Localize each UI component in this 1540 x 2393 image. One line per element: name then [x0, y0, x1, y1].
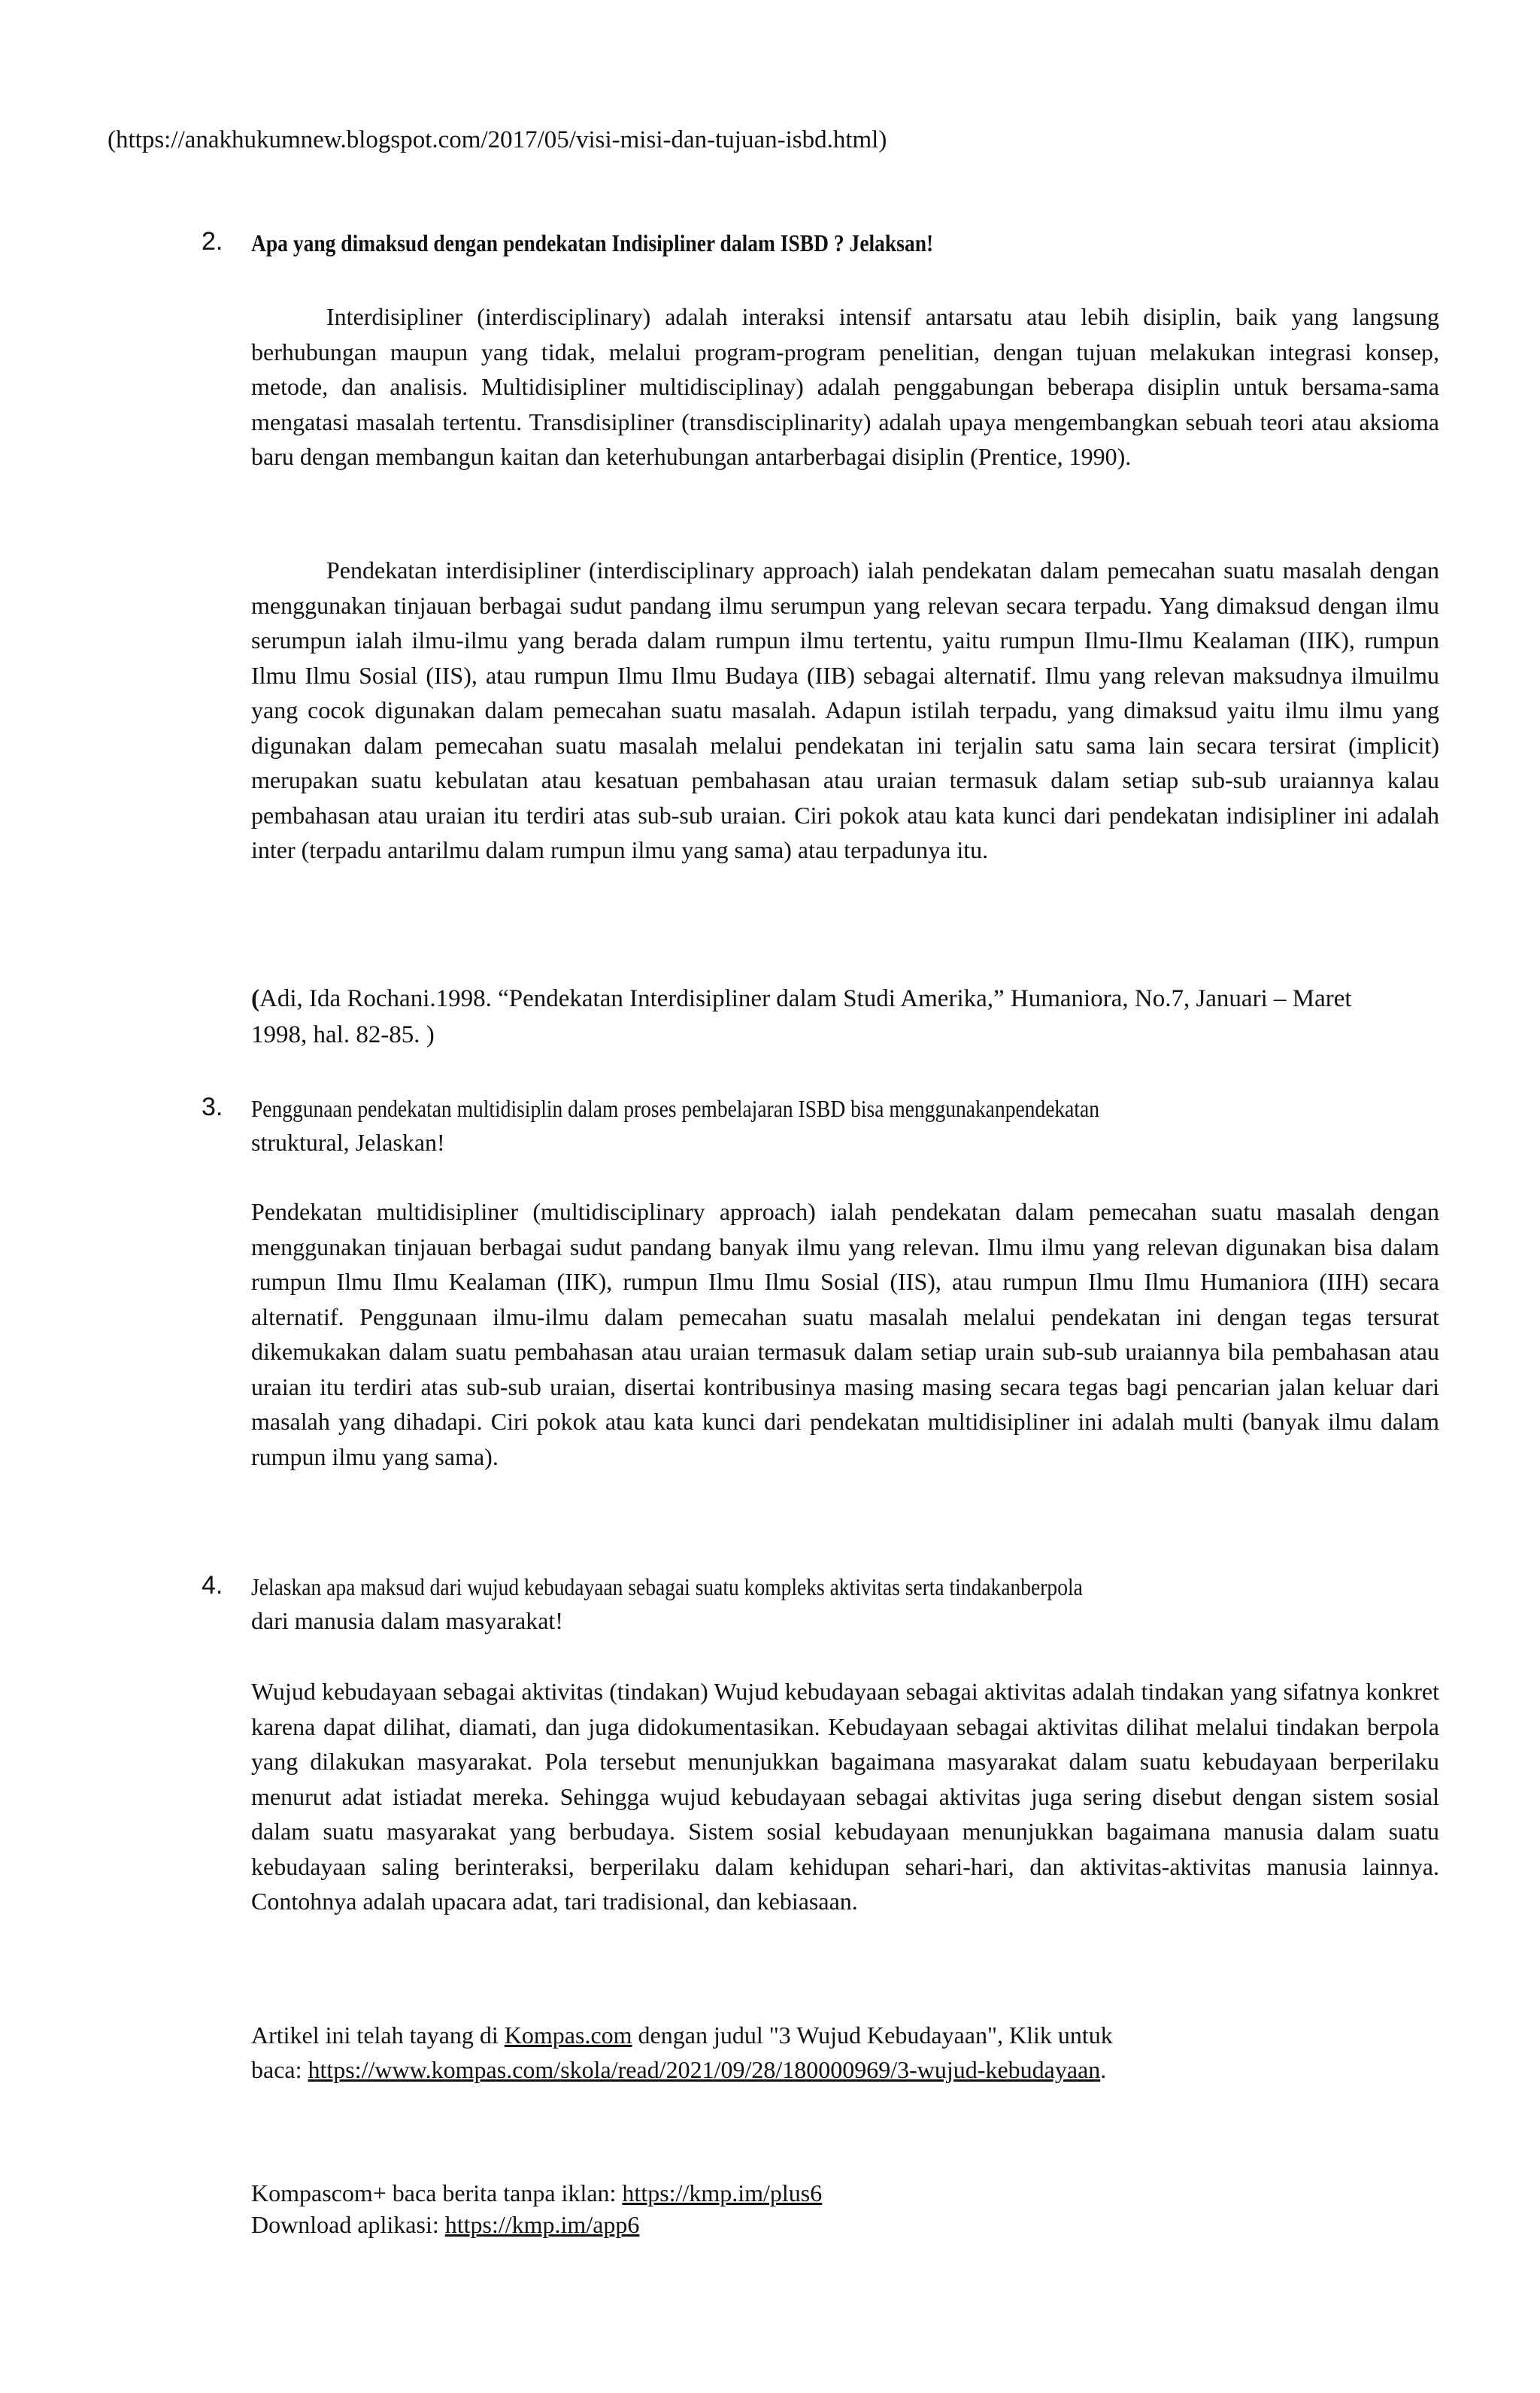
- app-label: Download aplikasi:: [251, 2211, 445, 2238]
- question-4: [202, 1570, 1439, 1638]
- answer-3-paragraph: Pendekatan multidisipliner (multidisciplinary approach) ialah pendekatan dalam pemecahan suatu masalah dengan menggunakan tinjauan berbagai sudut pandang banyak ilmu yang relevan. Ilmu ilmu yang relevan digunakan bisa dalam rumpun Ilmu Ilmu Kealaman (IIK), rumpun Ilmu Ilmu Sosial (IIS), atau rumpun Ilmu Ilmu Humaniora (IIH) secara alternatif. Penggunaan ilmu-ilmu dalam pemecahan suatu masalah melalui pendekatan ini dengan tegas tersurat dikemukakan dalam suatu pembahasan atau uraian termasuk dalam setiap urain sub-sub uraiannya bila pembahasan atau uraian itu terdiri atas sub-sub uraian, disertai kontribusinya masing masing secara tegas bagi pencarian jalan keluar dari masalah yang dihadapi. Ciri pokok atau kata kunci dari pendekatan multidisipliner ini adalah multi (banyak ilmu dalam rumpun ilmu yang sama).: [251, 1198, 1439, 1470]
- answer-2-paragraph-1: [251, 299, 1439, 475]
- answer-2-paragraph-2: [251, 553, 1439, 868]
- kompas-plus-link[interactable]: https://kmp.im/plus6: [622, 2179, 823, 2206]
- article-url-link[interactable]: https://www.kompas.com/skola/read/2021/09/28/180000969/3-wujud-kebudayaan: [308, 2056, 1101, 2083]
- question-2: [202, 226, 1439, 259]
- question-number: 3.: [202, 1093, 223, 1121]
- question-title: Apa yang dimaksud dengan pendekatan Indisipliner dalam ISBD ? Jelaksan!: [251, 229, 934, 256]
- question-3: [202, 1092, 1439, 1160]
- citation-text: Adi, Ida Rochani.1998. “Pendekatan Interdisipliner dalam Studi Amerika,” Humaniora, No.7, Januari – Maret 1998, hal. 82-85. ): [251, 985, 1352, 1048]
- article-read-line: [251, 2052, 1106, 2087]
- question-title: Penggunaan pendekatan multidisiplin dalam proses pembelajaran ISBD bisa menggunakanpendekatan: [251, 1095, 1100, 1122]
- citation-paren: (: [251, 985, 259, 1012]
- plus-label: Kompascom+ baca berita tanpa iklan:: [251, 2179, 623, 2206]
- article-note: [251, 2018, 1113, 2052]
- citation: [251, 981, 1409, 1053]
- download-app-link[interactable]: https://kmp.im/app6: [444, 2211, 640, 2238]
- question-title-continued: dari manusia dalam masyarakat!: [251, 1607, 563, 1634]
- article-title-text: dengan judul "3 Wujud Kebudayaan", Klik untuk: [632, 2021, 1113, 2049]
- read-label: baca:: [251, 2056, 308, 2083]
- paragraph-text: Pendekatan interdisipliner (interdisciplinary approach) ialah pendekatan dalam pemecahan suatu masalah dengan menggunakan tinjauan berbagai sudut pandang ilmu serumpun yang relevan secara terpadu. Yang dimaksud dengan ilmu serumpun ialah ilmu-ilmu yang berada dalam rumpun ilmu tertentu, yaitu rumpun Ilmu-Ilmu Kealaman (IIK), rumpun Ilmu Ilmu Sosial (IIS), atau rumpun Ilmu Ilmu Budaya (IIB) sebagai alternatif. Ilmu yang relevan maksudnya ilmuilmu yang cocok digunakan dalam pemecahan suatu masalah. Adapun istilah terpadu, yang dimaksud yaitu ilmu ilmu yang digunakan dalam pemecahan suatu masalah melalui pendekatan ini terjalin satu sama lain secara tersirat (implicit) merupakan suatu kebulatan atau kesatuan pembahasan atau uraian termasuk dalam setiap sub-sub uraiannya kalau pembahasan atau uraian itu terdiri atas sub-sub uraian. Ciri pokok atau kata kunci dari pendekatan indisipliner ini adalah inter (terpadu antarilmu dalam rumpun ilmu yang sama) atau terpadunya itu.: [251, 557, 1439, 863]
- article-prefix: Artikel ini telah tayang di: [251, 2021, 505, 2049]
- question-number: 2.: [202, 227, 223, 256]
- source-link[interactable]: (https://anakhukumnew.blogspot.com/2017/05/visi-misi-dan-tujuan-isbd.html): [108, 126, 887, 153]
- kompas-plus-line: [251, 2176, 822, 2210]
- answer-4-paragraph: Wujud kebudayaan sebagai aktivitas (tindakan) Wujud kebudayaan sebagai aktivitas adalah tindakan yang sifatnya konkret karena dapat dilihat, diamati, dan juga didokumentasikan. Kebudayaan sebagai aktivitas dilihat melalui tindakan berpola yang dilakukan masyarakat. Pola tersebut menunjukkan bagaimana masyarakat dalam suatu kebudayaan berperilaku menurut adat istiadat mereka. Sehingga wujud kebudayaan sebagai aktivitas juga sering disebut dengan sistem sosial dalam suatu masyarakat yang berbudaya. Sistem sosial kebudayaan menunjukkan bagaimana manusia dalam suatu kebudayaan saling berinteraksi, berperilaku dalam kehidupan sehari-hari, dan aktivitas-aktivitas manusia lainnya. Contohnya adalah upacara adat, tari tradisional, dan kebiasaan.: [251, 1678, 1439, 1915]
- download-app-line: [251, 2207, 639, 2242]
- read-period: .: [1100, 2056, 1107, 2083]
- question-number: 4.: [202, 1571, 223, 1600]
- question-title-continued: struktural, Jelaskan!: [251, 1129, 445, 1156]
- paragraph-text: Interdisipliner (interdisciplinary) adalah interaksi intensif antarsatu atau lebih disiplin, baik yang langsung berhubungan maupun yang tidak, melalui program-program penelitian, dengan tujuan melakukan integrasi konsep, metode, dan analisis. Multidisipliner multidisciplinay) adalah penggabungan beberapa disiplin untuk bersama-sama mengatasi masalah tertentu. Transdisipliner (transdisciplinarity) adalah upaya mengembangkan sebuah teori atau aksioma baru dengan membangun kaitan dan keterhubungan antarberbagai disiplin (Prentice, 1990).: [251, 303, 1439, 470]
- kompas-link[interactable]: Kompas.com: [504, 2021, 632, 2049]
- question-title: Jelaskan apa maksud dari wujud kebudayaan sebagai suatu kompleks aktivitas serta tindakanberpola: [251, 1573, 1083, 1600]
